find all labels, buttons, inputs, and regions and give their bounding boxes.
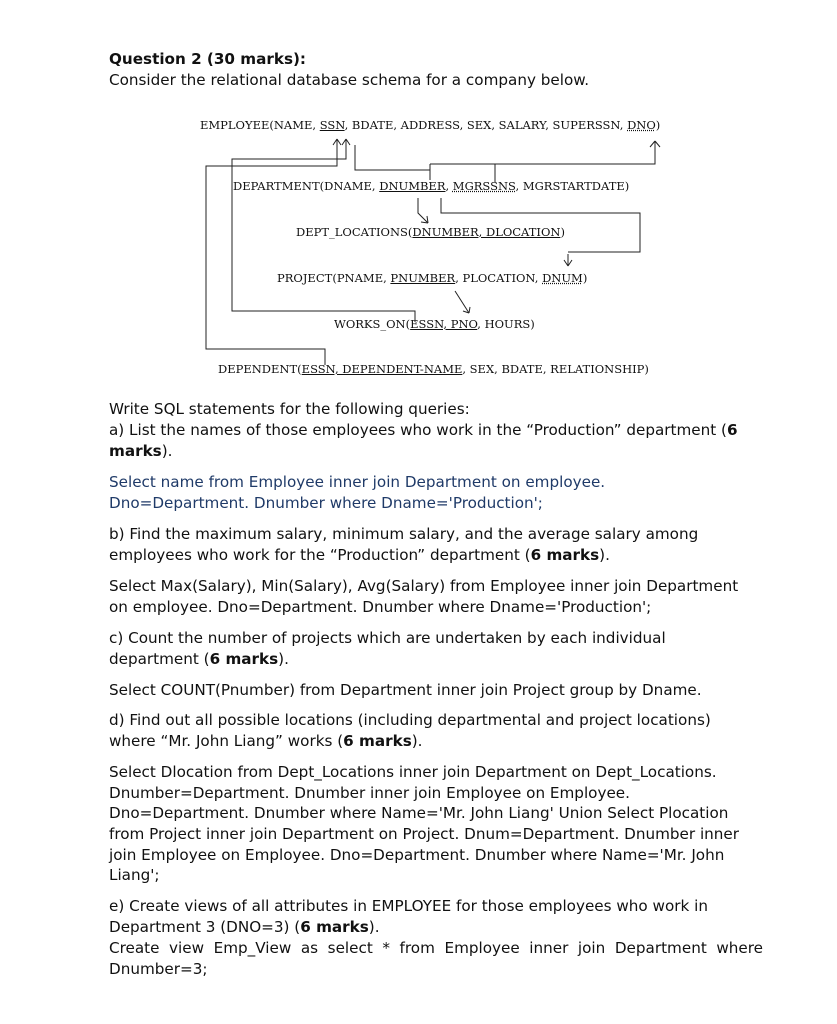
answer-e-line2: Dnumber=3; <box>109 960 208 978</box>
question-b-line1: b) Find the maximum salary, minimum salary, and the average salary among <box>109 525 699 543</box>
question-intro: Consider the relational database schema for a company below. <box>109 71 590 89</box>
dependent-key: ESSN, DEPENDENT-NAME <box>301 362 463 376</box>
answer-e-line1: Create view Emp_View as select * from Employee inner join Department where <box>109 939 763 957</box>
dependent-essn-line <box>206 139 337 365</box>
question-e-line2: Department 3 (DNO=3) (6 marks). <box>109 918 380 936</box>
employee-fk: DNO <box>627 118 656 132</box>
relation-dependent: DEPENDENT(ESSN, DEPENDENT-NAME, SEX, BDATE, RELATIONSHIP) <box>218 362 649 376</box>
pnumber-to-pno-line <box>455 291 469 313</box>
answer-d-line6: Liang'; <box>109 866 160 884</box>
answer-a-line2: Dno=Department. Dnumber where Dname='Production'; <box>109 494 543 512</box>
question-c-line1: c) Count the number of projects which are undertaken by each individual <box>109 629 666 647</box>
mgrssn-line <box>355 145 430 180</box>
answer-a-line1: Select name from Employee inner join Department on employee. <box>109 473 606 491</box>
question-e-line1: e) Create views of all attributes in EMPLOYEE for those employees who work in <box>109 897 708 915</box>
schema-diagram <box>0 0 837 400</box>
question-d-line1: d) Find out all possible locations (including departmental and project locations) <box>109 711 711 729</box>
answer-c-line1: Select COUNT(Pnumber) from Department inner join Project group by Dname. <box>109 681 702 699</box>
question-c-line2: department (6 marks). <box>109 650 289 668</box>
relation-works-on: WORKS_ON(ESSN, PNO, HOURS) <box>334 317 535 331</box>
instructions: Write SQL statements for the following queries: <box>109 400 470 418</box>
dno-line <box>430 141 655 164</box>
project-key: PNUMBER <box>390 271 456 285</box>
answer-b-line2: on employee. Dno=Department. Dnumber where Dname='Production'; <box>109 598 652 616</box>
relation-project: PROJECT(PNAME, PNUMBER, PLOCATION, DNUM) <box>277 271 588 285</box>
employee-key: SSN <box>319 118 345 132</box>
question-b-line2: employees who work for the “Production” department (6 marks). <box>109 546 610 564</box>
answer-d-line5: join Employee on Employee. Dno=Department. Dnumber where Name='Mr. John <box>109 846 725 864</box>
question-title: Question 2 (30 marks): <box>109 50 306 68</box>
relation-department: DEPARTMENT(DNAME, DNUMBER, MGRSSNS, MGRSTARTDATE) <box>233 179 630 193</box>
answer-d-line4: from Project inner join Department on Project. Dnum=Department. Dnumber inner <box>109 825 740 843</box>
department-key: DNUMBER <box>379 179 446 193</box>
dnumber-to-deptloc-line <box>418 198 428 223</box>
question-a: a) List the names of those employees who work in the “Production” department (6 <box>109 421 738 439</box>
answer-b-line1: Select Max(Salary), Min(Salary), Avg(Salary) from Employee inner join Department <box>109 577 739 595</box>
answer-d-line1: Select Dlocation from Dept_Locations inner join Department on Dept_Locations. <box>109 763 717 781</box>
department-fk: MGRSSNS <box>452 179 516 193</box>
relation-employee: EMPLOYEE(NAME, SSN, BDATE, ADDRESS, SEX, SALARY, SUPERSSN, DNO) <box>200 118 661 132</box>
works-on-key: ESSN, PNO <box>410 317 478 331</box>
dept-locations-key: DNUMBER, DLOCATION <box>412 225 561 239</box>
question-d-line2: where “Mr. John Liang” works (6 marks). <box>109 732 423 750</box>
relation-dept-locations: DEPT_LOCATIONS(DNUMBER, DLOCATION) <box>296 225 565 239</box>
answer-d-line2: Dnumber=Department. Dnumber inner join Employee on Employee. <box>109 784 630 802</box>
project-fk: DNUM <box>542 271 583 285</box>
answer-d-line3: Dno=Department. Dnumber where Name='Mr. John Liang' Union Select Plocation <box>109 804 729 822</box>
question-a-cont: marks). <box>109 442 173 460</box>
